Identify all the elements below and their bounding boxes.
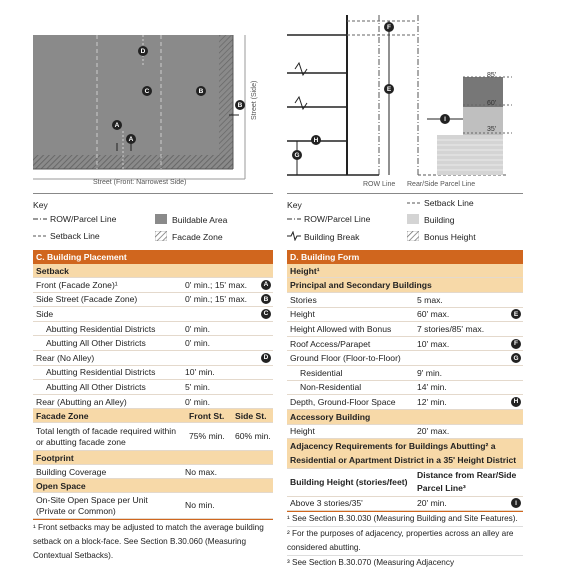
key-label: ROW/Parcel Line [50, 214, 117, 224]
row-value: 0' min. [185, 396, 211, 407]
front-st-col: Front St. [189, 410, 225, 421]
adjacency-row [287, 497, 523, 511]
footprint-row [33, 465, 273, 479]
building-placement-table [33, 250, 273, 563]
accessory-height-row [287, 425, 523, 439]
key-row-parcel-line [287, 214, 370, 224]
key-building [407, 214, 455, 226]
row-value: 10' min. [185, 367, 215, 378]
section-badge-f: F [384, 22, 394, 32]
divider [287, 193, 523, 194]
row-label: Height [290, 309, 315, 320]
open-space-subheader: Open Space [33, 479, 273, 493]
footnote-1: ¹ See Section B.30.030 (Measuring Building and Site Features). [287, 512, 523, 527]
accessory-label: Height [290, 426, 315, 437]
plan-badge-a1: A [112, 120, 122, 130]
badge-c-icon: C [261, 309, 271, 319]
row-label: Roof Access/Parapet [290, 338, 371, 349]
table-row [287, 322, 523, 337]
key-label: Setback Line [50, 231, 100, 241]
key-bonus-height [407, 231, 476, 243]
placement-footnote: ¹ Front setbacks may be adjusted to match the average building setback on a block-face. See Section B.30.060 (Measuring Contextual Setbacks). [33, 519, 273, 563]
section-badge-h: H [311, 135, 321, 145]
plan-badge-c: C [142, 86, 152, 96]
section-badge-e: E [384, 84, 394, 94]
row-value: 10' max. [417, 338, 450, 349]
setback-subheader: Setback [33, 264, 273, 278]
badge-h-icon: H [511, 397, 521, 407]
table-row [33, 351, 273, 366]
height-label-35: 35' [487, 126, 497, 133]
accessory-value: 20' max. [417, 426, 450, 437]
building-break-icon [287, 231, 301, 243]
table-row [287, 366, 523, 381]
table-row [33, 293, 273, 308]
row-value: 7 stories/85' max. [417, 323, 485, 334]
adjacency-value: 20' min. [417, 498, 447, 509]
plan-badge-d: D [138, 46, 148, 56]
height-label-85: 85' [487, 72, 497, 79]
footnote-2: ² For the purposes of adjacency, properties across an alley are considered abutting. [287, 527, 523, 556]
badge-f-icon: F [511, 339, 521, 349]
side-st-col: Side St. [235, 410, 267, 421]
row-label: Side [36, 308, 54, 319]
table-row [287, 351, 523, 366]
plan-badge-b2: B [235, 100, 245, 110]
front-street-caption: Street (Front: Narrowest Side) [93, 179, 187, 186]
plan-badge-a2: A [126, 134, 136, 144]
key-label: Buildable Area [172, 215, 228, 225]
row-label: Depth, Ground-Floor Space [290, 396, 396, 407]
table-row [33, 307, 273, 322]
row-value: 14' min. [417, 382, 447, 393]
row-label: Abutting Residential Districts [46, 323, 156, 334]
table-row [287, 381, 523, 396]
table-row [33, 395, 273, 410]
key-label: Building [424, 215, 455, 225]
row-value: 0' min.; 15' max. [185, 294, 248, 305]
key-label: Facade Zone [172, 232, 223, 242]
table-row [33, 322, 273, 337]
key-row-parcel-line [33, 214, 116, 224]
facade-zone-subheader [33, 409, 273, 423]
row-label: Ground Floor (Floor-to-Floor) [290, 353, 401, 364]
facade-zone-icon [155, 231, 169, 243]
site-plan-diagram [33, 35, 273, 185]
row-parcel-line-icon [33, 214, 47, 224]
section-header: D. Building Form [287, 250, 523, 264]
key-building-break [287, 231, 359, 243]
key-title: Key [33, 200, 48, 210]
bonus-height-icon [407, 231, 421, 243]
side-street-caption: Street (Side) [251, 80, 258, 120]
row-value: 9' min. [417, 367, 443, 378]
row-label: Front (Facade Zone)¹ [36, 279, 118, 290]
front-st-value: 75% min. [189, 431, 225, 442]
open-space-value: No min. [185, 500, 215, 511]
section-badge-i: I [440, 114, 450, 124]
key-title: Key [287, 200, 302, 210]
section-header: C. Building Placement [33, 250, 273, 264]
row-label: Rear (Abutting an Alley) [36, 396, 127, 407]
table-row [33, 366, 273, 381]
row-value: 0' min. [185, 338, 211, 349]
key-label: ROW/Parcel Line [304, 214, 371, 224]
rear-parcel-caption: Rear/Side Parcel Line [407, 181, 476, 188]
row-label: Height Allowed with Bonus [290, 323, 392, 334]
adjacency-col1: Building Height (stories/feet) [290, 476, 408, 487]
key-label: Setback Line [424, 198, 474, 208]
badge-a-icon: A [261, 280, 271, 290]
section-badge-g: G [292, 150, 302, 160]
side-st-value: 60% min. [235, 431, 271, 442]
row-label: Non-Residential [300, 382, 362, 393]
key-buildable-area [155, 214, 227, 226]
row-label: Stories [290, 294, 317, 305]
table-row [287, 395, 523, 410]
row-label: Abutting Residential Districts [46, 367, 156, 378]
setback-line-icon [407, 198, 421, 208]
badge-i-icon: I [511, 498, 521, 508]
row-value: 5 max. [417, 294, 443, 305]
row-label: Side Street (Facade Zone) [36, 294, 138, 305]
row-value: 0' min.; 15' max. [185, 279, 248, 290]
height-subheader: Height¹ [287, 264, 523, 278]
table-row [33, 336, 273, 351]
row-label: Abutting All Other Districts [46, 338, 146, 349]
open-space-row [33, 493, 273, 519]
row-value: 12' min. [417, 396, 447, 407]
badge-b-icon: B [261, 294, 271, 304]
row-value: 5' min. [185, 381, 211, 392]
building-form-table [287, 250, 523, 570]
setback-line-icon [33, 231, 47, 241]
table-row [287, 293, 523, 308]
table-row [33, 380, 273, 395]
badge-e-icon: E [511, 309, 521, 319]
footprint-value: No max. [185, 466, 217, 477]
table-row [287, 337, 523, 352]
building-icon [407, 214, 421, 226]
footprint-subheader: Footprint [33, 451, 273, 465]
form-footnotes [287, 511, 523, 570]
facade-zone-title: Facade Zone [36, 410, 89, 421]
principal-subheader: Principal and Secondary Buildings [287, 278, 523, 293]
footprint-label: Building Coverage [36, 466, 107, 477]
key-setback-line [407, 198, 474, 208]
badge-d-icon: D [261, 353, 271, 363]
row-label: Abutting All Other Districts [46, 381, 146, 392]
key-label: Bonus Height [424, 232, 476, 242]
key-facade-zone [155, 231, 223, 243]
badge-g-icon: G [511, 353, 521, 363]
table-row [33, 278, 273, 293]
row-label: Residential [300, 367, 343, 378]
row-value: 0' min. [185, 323, 211, 334]
buildable-area-icon [155, 214, 169, 226]
facade-row-label: Total length of facade required within or abutting facade zone [36, 425, 176, 447]
row-parcel-line-icon [287, 214, 301, 224]
footnote-3: ³ See Section B.30.070 (Measuring Adjacency [287, 557, 455, 567]
row-line-caption: ROW Line [363, 181, 396, 188]
key-label: Building Break [304, 232, 360, 242]
open-space-label: On-Site Open Space per Unit (Private or Common) [36, 494, 148, 516]
accessory-subheader: Accessory Building [287, 410, 523, 425]
divider [33, 193, 273, 194]
adjacency-subheader: Adjacency Requirements for Buildings Abutting² a Residential or Apartment District in a 35' Height District [287, 439, 523, 469]
adjacency-col2: Distance from Rear/Side Parcel Line³ [417, 470, 517, 494]
table-row [287, 308, 523, 323]
row-label: Rear (No Alley) [36, 352, 95, 363]
adjacency-column-header [287, 469, 523, 497]
row-value: 60' max. [417, 309, 450, 320]
adjacency-label: Above 3 stories/35' [290, 498, 363, 509]
facade-zone-row [33, 423, 273, 451]
plan-badge-b1: B [196, 86, 206, 96]
height-label-60: 60' [487, 100, 497, 107]
key-setback-line [33, 231, 100, 241]
